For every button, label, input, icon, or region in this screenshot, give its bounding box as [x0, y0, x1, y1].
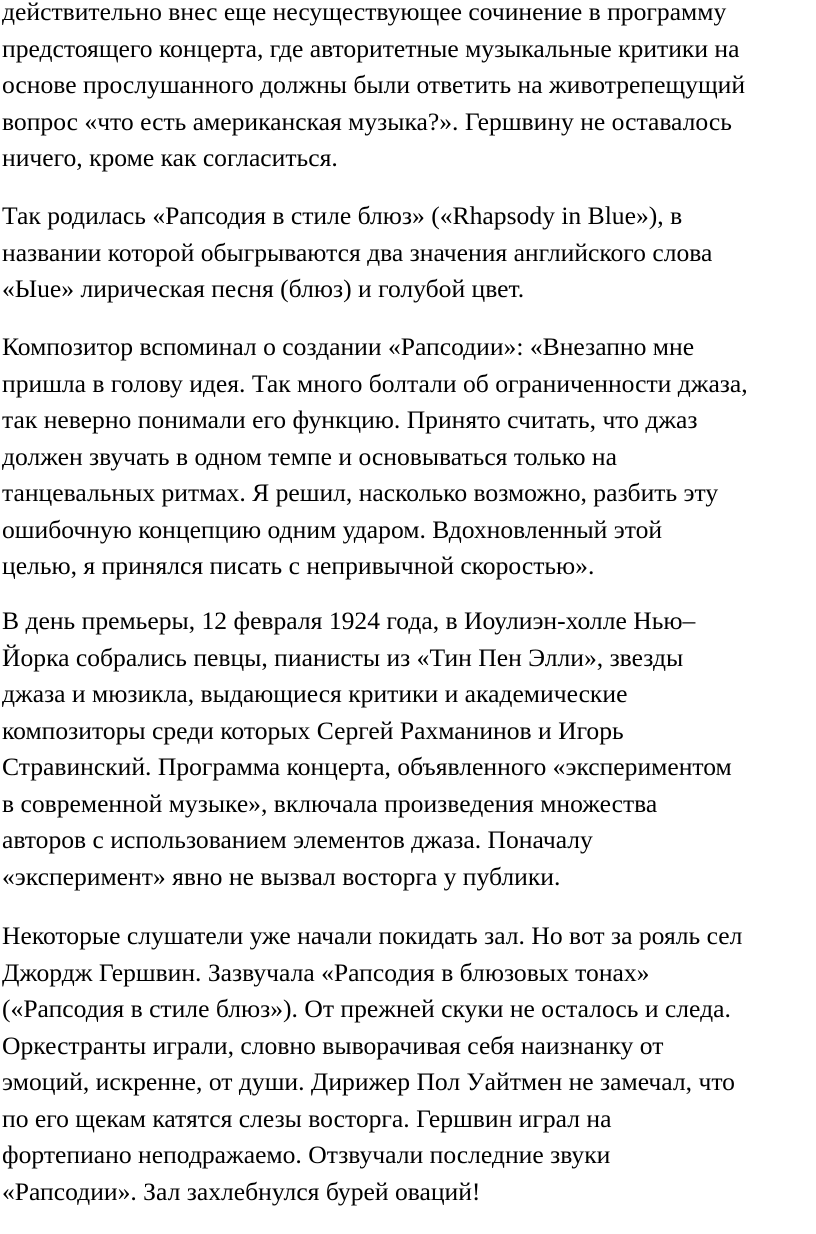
paragraph-2	[2, 198, 814, 308]
text-line: композиторы среди которых Сергей Рахманинов и Игорь	[2, 715, 624, 745]
paragraph-4	[2, 603, 814, 895]
text-line: джаза и мюзикла, выдающиеся критики и академические	[2, 679, 628, 708]
text-line: ошибочную концепцию одним ударом. Вдохновленный этой	[2, 514, 663, 544]
text-line: целью, я принялся писать с непривычной скоростью».	[2, 551, 595, 580]
text-line: предстоящего концерта, где авторитетные музыкальные критики на	[2, 33, 740, 63]
text-line: «эксперимент» явно не вызвал восторга у публики.	[2, 861, 561, 891]
text-line: («Рапсодия в стиле блюз»). От прежней скуки не осталось и следа.	[2, 994, 731, 1023]
text-line: действительно внес еще несуществующее сочинение в программу	[2, 0, 727, 26]
text-line: ничего, кроме как согласиться.	[2, 143, 338, 172]
text-line: «Ыue» лирическая песня (блюз) и голубой цвет.	[2, 274, 525, 303]
text-line: пришла в голову идея. Так много болтали об ограниченности джаза,	[2, 368, 748, 398]
text-line: танцевальных ритмах. Я решил, насколько возможно, разбить эту	[2, 478, 719, 507]
text-line: так неверно понимали его функцию. Принято считать, что джаз	[2, 405, 698, 434]
text-line: по его щекам катятся слезы восторга. Гершвин играл на	[2, 1103, 612, 1133]
text-line: «Рапсодии». Зал захлебнулся бурей оваций!	[2, 1176, 481, 1206]
text-line: вопрос «что есть американская музыка?». Гершвину не оставалось	[2, 106, 732, 136]
text-line: должен звучать в одном темпе и основываться только на	[2, 441, 617, 471]
text-line: Джордж Гершвин. Зазвучала «Рапсодия в блюзовых тонах»	[2, 957, 650, 987]
text-line: Композитор вспоминал о создании «Рапсодии»: «Внезапно мне	[2, 332, 695, 361]
text-line: Так родилась «Рапсодия в стиле блюз» («Rhapsody in Blue»), в	[2, 201, 683, 230]
text-line: авторов с использованием элементов джаза. Поначалу	[2, 825, 593, 854]
text-line: Йорка собрались певцы, пианисты из «Тин Пен Элли», звезды	[2, 642, 684, 672]
paragraph-5	[2, 918, 814, 1210]
text-line: названии которой обыгрываются два значения английского слова	[2, 237, 713, 267]
text-line: эмоций, искренне, от души. Дирижер Пол Уайтмен не замечал, что	[2, 1067, 735, 1096]
paragraph-1	[2, 0, 814, 177]
text-line: фортепиано неподражаемо. Отзвучали последние звуки	[2, 1140, 611, 1169]
text-line: Некоторые слушатели уже начали покидать зал. Но вот за рояль сел	[2, 921, 743, 950]
paragraph-3	[2, 329, 814, 585]
text-line: Оркестранты играли, словно выворачивая себя наизнанку от	[2, 1030, 664, 1060]
text-line: Стравинский. Программа концерта, объявленного «экспериментом	[2, 752, 732, 781]
text-line: В день премьеры, 12 февраля 1924 года, в Иоулиэн-холле Нью–	[2, 606, 696, 635]
text-line: основе прослушанного должны были ответить на животрепещущий	[2, 70, 746, 99]
text-line: в современной музыке», включала произведения множества	[2, 788, 658, 818]
